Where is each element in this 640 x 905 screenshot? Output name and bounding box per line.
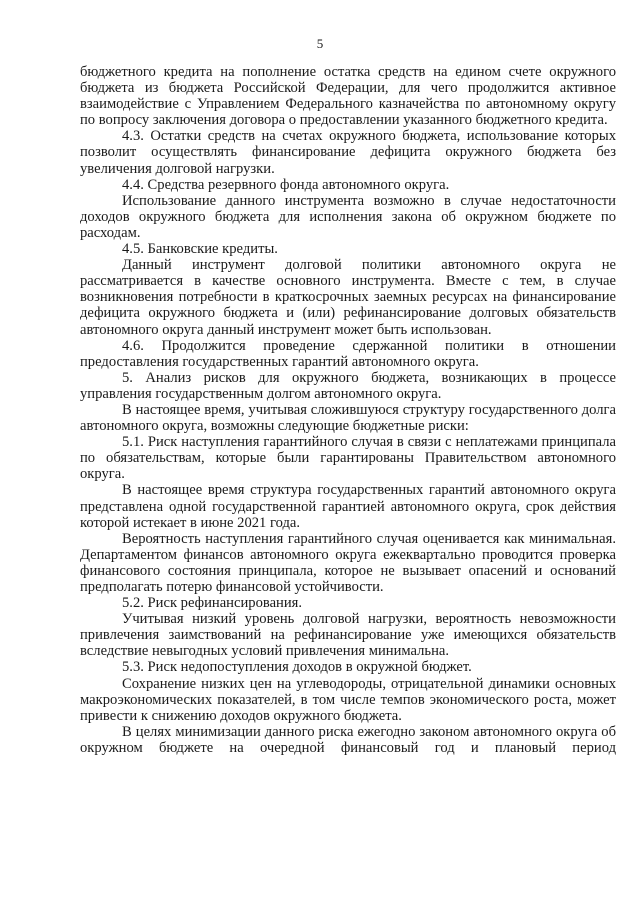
paragraph-12: Вероятность наступления гарантийного случая оценивается как минимальная. Департаментом финансов автономного округа ежеквартально проводится проверка финансового состояния принципала, которое не вызывает опасений и оснований предполагать потерю финансовой устойчивости. bbox=[80, 530, 616, 595]
paragraph-10: 5.1. Риск наступления гарантийного случая в связи с неплатежами принципала по обязательствам, которые были гарантированы Правительством автономного округа. bbox=[80, 434, 616, 483]
paragraph-6: Данный инструмент долговой политики автономного округа не рассматривается в качестве основного инструмента. Вместе с тем, в случае возникновения потребности в краткосрочных заемных ресурсах на финансирование дефицита окружного бюджета и (или) рефинансирование долговых обязательств автономного округа данный инструмент может быть использован. bbox=[80, 257, 616, 338]
paragraph-8: 5. Анализ рисков для окружного бюджета, возникающих в процессе управления государственным долгом автономного округа. bbox=[80, 369, 616, 402]
paragraph-15: 5.3. Риск недопоступления доходов в окружной бюджет. bbox=[122, 659, 472, 676]
paragraph-7: 4.6. Продолжится проведение сдержанной политики в отношении предоставления государственных гарантий автономного округа. bbox=[80, 337, 616, 370]
paragraph-13: 5.2. Риск рефинансирования. bbox=[122, 595, 303, 612]
paragraph-1: бюджетного кредита на пополнение остатка средств на едином счете окружного бюджета из бюджета Российской Федерации, для чего продолжится активное взаимодействие с Управлением Федерального казначейства по автономному округу по вопросу заключения договора о предоставлении указанного бюджетного кредита. bbox=[80, 64, 616, 129]
paragraph-9: В настоящее время, учитывая сложившуюся структуру государственного долга автономного округа, возможны следующие бюджетные риски: bbox=[80, 401, 616, 435]
page-number: 5 bbox=[316, 36, 324, 51]
paragraph-11: В настоящее время структура государственных гарантий автономного округа представлена одной государственной гарантией автономного округа, срок действия которой истекает в июне 2021 года. bbox=[80, 482, 616, 531]
paragraph-5: 4.5. Банковские кредиты. bbox=[122, 241, 278, 258]
paragraph-16: Сохранение низких цен на углеводороды, отрицательной динамики основных макроэкономических показателей, в том числе темпов экономического роста, может привести к снижению доходов окружного бюджета. bbox=[80, 675, 616, 724]
paragraph-4: Использование данного инструмента возможно в случае недостаточности доходов окружного бюджета для исполнения закона об окружном бюджете по расходам. bbox=[80, 192, 616, 241]
paragraph-3: 4.4. Средства резервного фонда автономного округа. bbox=[122, 176, 450, 193]
paragraph-14: Учитывая низкий уровень долговой нагрузки, вероятность невозможности привлечения заимствований на рефинансирование уже имеющихся обязательств вследствие невыгодных условий привлечения минимальна. bbox=[80, 611, 616, 660]
document-body bbox=[80, 64, 616, 756]
paragraph-2: 4.3. Остатки средств на счетах окружного бюджета, использование которых позволит осуществлять финансирование дефицита окружного бюджета без увеличения долговой нагрузки. bbox=[80, 128, 616, 177]
paragraph-17: В целях минимизации данного риска ежегодно законом автономного округа об окружном бюджете на очередной финансовый год и плановый период bbox=[80, 723, 616, 756]
